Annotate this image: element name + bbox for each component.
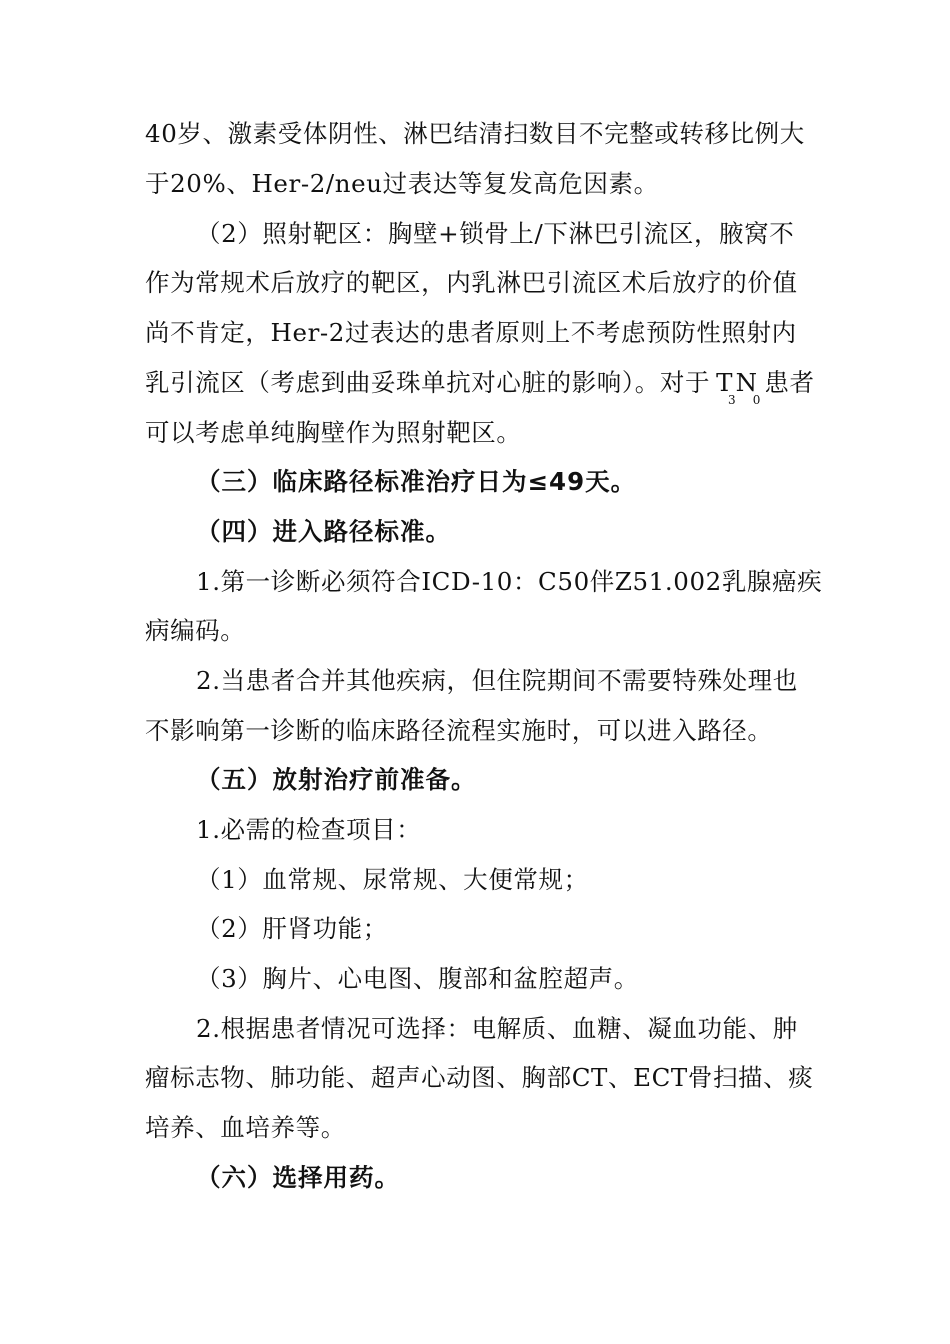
paragraph-line: 作为常规术后放疗的靶区，内乳淋巴引流区术后放疗的价值 [145, 268, 798, 297]
stage-t: T [716, 368, 734, 397]
list-item-continuation: 不影响第一诊断的临床路径流程实施时，可以进入路径。 [145, 716, 773, 745]
list-item: （3）胸片、心电图、腹部和盆腔超声。 [196, 964, 639, 993]
section-heading: （五）放射治疗前准备。 [196, 765, 477, 794]
paragraph-line: 于20%、Her-2/neu过表达等复发高危因素。 [145, 169, 659, 198]
list-item: 1.必需的检查项目： [196, 815, 422, 844]
stage-n: N [735, 368, 758, 397]
section-heading: （六）选择用药。 [196, 1163, 400, 1192]
paragraph-line: 可以考虑单纯胸壁作为照射靶区。 [145, 418, 522, 447]
line-text: 患者 [764, 368, 815, 397]
paragraph-line: 尚不肯定，Her-2过表达的患者原则上不考虑预防性照射内 [145, 318, 797, 347]
line-text: 乳引流区（考虑到曲妥珠单抗对心脏的影响）。对于 [145, 368, 711, 397]
list-item: 2.当患者合并其他疾病，但住院期间不需要特殊处理也 [196, 666, 798, 695]
paragraph-line-with-stage [145, 366, 815, 407]
list-item: （1）血常规、尿常规、大便常规； [196, 865, 589, 894]
paragraph-line: （2）照射靶区：胸壁+锁骨上/下淋巴引流区，腋窝不 [196, 219, 795, 248]
list-item: 1.第一诊断必须符合ICD-10：C50伴Z51.002乳腺癌疾 [196, 567, 823, 596]
paragraph-line: 40岁、激素受体阴性、淋巴结清扫数目不完整或转移比例大 [145, 119, 805, 148]
stage-n-subscript: 0 [752, 393, 761, 407]
list-item-continuation: 培养、血培养等。 [145, 1113, 346, 1142]
section-heading: （四）进入路径标准。 [196, 517, 451, 546]
list-item: 2.根据患者情况可选择：电解质、血糖、凝血功能、肿 [196, 1014, 798, 1043]
list-item-continuation: 病编码。 [145, 616, 246, 645]
stage-t-subscript: 3 [728, 393, 736, 407]
list-item-continuation: 瘤标志物、肺功能、超声心动图、胸部CT、ECT骨扫描、痰 [145, 1063, 814, 1092]
list-item: （2）肝肾功能； [196, 914, 388, 943]
section-heading: （三）临床路径标准治疗日为≤49天。 [196, 467, 637, 496]
